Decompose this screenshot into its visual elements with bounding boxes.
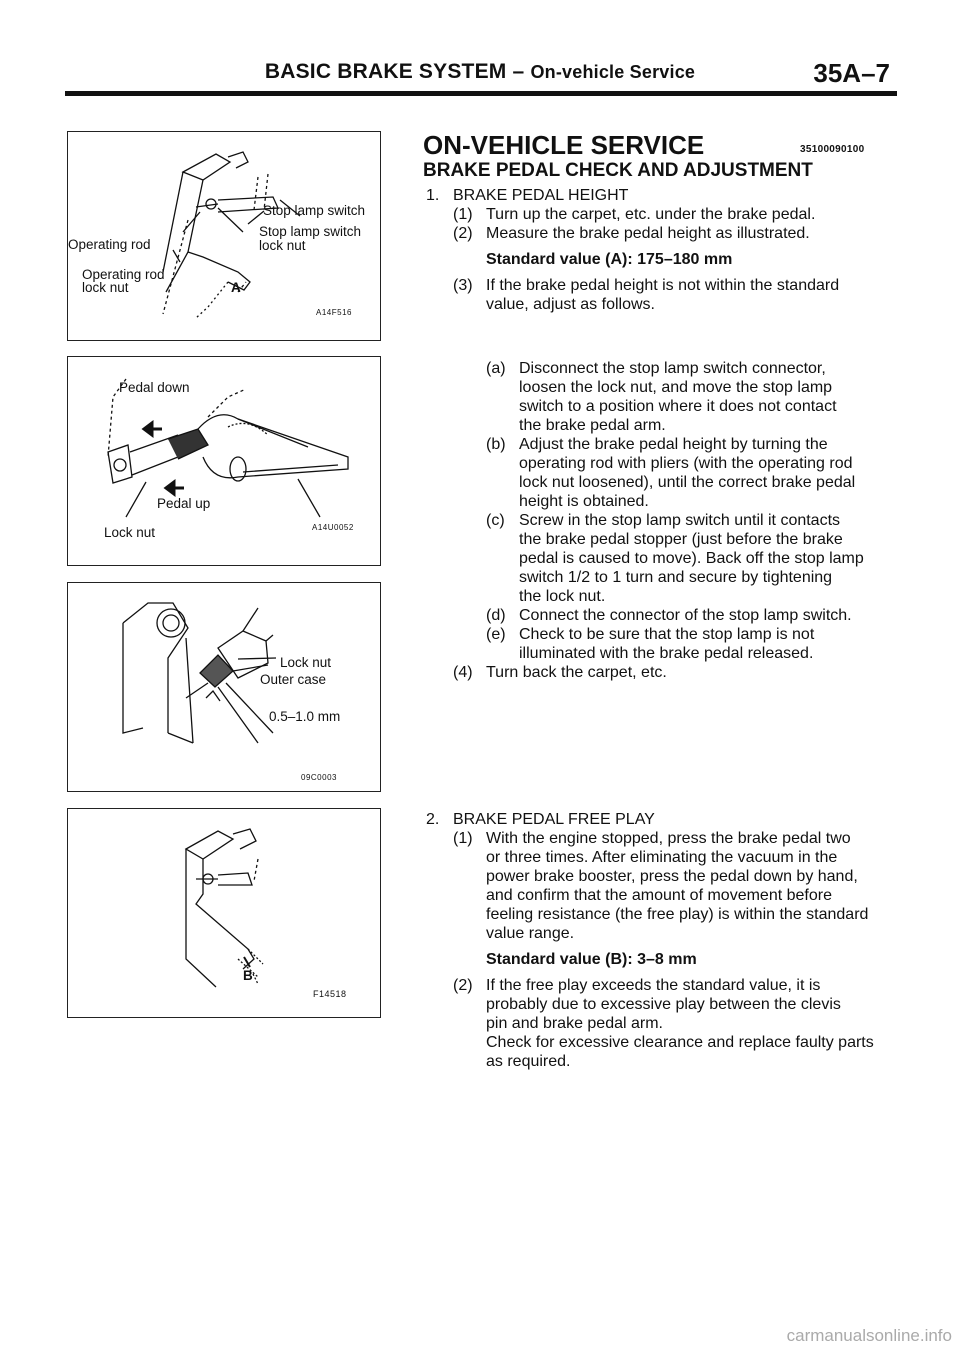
heading-free-play: BRAKE PEDAL FREE PLAY — [453, 811, 655, 828]
step-text: or three times. After eliminating the vacuum in the — [486, 849, 838, 866]
header-rule — [65, 91, 897, 96]
substep-number: (d) — [486, 607, 506, 624]
substep-text: the lock nut. — [519, 588, 606, 605]
step-text: Turn up the carpet, etc. under the brake pedal. — [486, 206, 816, 223]
substep-text: Connect the connector of the stop lamp switch. — [519, 607, 852, 624]
substep-text: Disconnect the stop lamp switch connector, — [519, 360, 826, 377]
item-number-1: 1. — [426, 187, 440, 204]
substep-text: pedal is caused to move). Back off the stop lamp — [519, 550, 864, 567]
header-subtitle: On-vehicle Service — [530, 62, 696, 82]
step-text: If the brake pedal height is not within the standard — [486, 277, 840, 294]
step-number: (1) — [453, 206, 473, 223]
label-pedal-down: Pedal down — [119, 380, 190, 395]
label-lock-nut: Lock nut — [104, 525, 156, 540]
step-text: as required. — [486, 1053, 571, 1070]
header-separator: – — [506, 60, 531, 83]
step-number: (2) — [453, 977, 473, 994]
step-text: Measure the brake pedal height as illustrated. — [486, 225, 810, 242]
free-play-drawing — [68, 809, 380, 1017]
figure-code: A14F516 — [316, 308, 352, 317]
label-pedal-up: Pedal up — [157, 496, 211, 511]
stop-lamp-clearance-drawing — [68, 583, 380, 791]
label-lock-nut: lock nut — [259, 238, 306, 253]
step-text: power brake booster, press the pedal down by hand, — [486, 868, 858, 885]
substep-text: Check to be sure that the stop lamp is not — [519, 626, 815, 643]
step-number: (4) — [453, 664, 473, 681]
heading-brake-pedal-height: BRAKE PEDAL HEIGHT — [453, 187, 629, 204]
step-text: If the free play exceeds the standard value, it is — [486, 977, 821, 994]
step-text: Turn back the carpet, etc. — [486, 664, 667, 681]
item-number-2: 2. — [426, 811, 440, 828]
substep-text: operating rod with pliers (with the operating rod — [519, 455, 853, 472]
substep-number: (c) — [486, 512, 505, 529]
figure-code: 09C0003 — [301, 773, 337, 782]
section-title: ON-VEHICLE SERVICE — [423, 130, 705, 160]
step-text: With the engine stopped, press the brake pedal two — [486, 830, 851, 847]
substep-text: Adjust the brake pedal height by turning the — [519, 436, 828, 453]
step-text: probably due to excessive play between the clevis — [486, 996, 841, 1013]
step-number: (1) — [453, 830, 473, 847]
step-text: and confirm that the amount of movement before — [486, 887, 832, 904]
label-clearance: 0.5–1.0 mm — [269, 709, 341, 724]
header-title: BASIC BRAKE SYSTEM — [264, 60, 507, 83]
substep-text: Screw in the stop lamp switch until it contacts — [519, 512, 841, 529]
step-text: feeling resistance (the free play) is within the standard — [486, 906, 869, 923]
label-lock-nut: Lock nut — [280, 655, 332, 670]
substep-text: height is obtained. — [519, 493, 649, 510]
label-stop-lamp-switch-2: Stop lamp switch — [259, 224, 362, 239]
figure-pedal-adjust — [67, 356, 381, 566]
figure-pedal-height — [67, 131, 381, 341]
substep-text: illuminated with the brake pedal released. — [519, 645, 814, 662]
label-operating-rod-lock-nut: lock nut — [82, 280, 129, 295]
step-number: (3) — [453, 277, 473, 294]
section-code: 35100090100 — [800, 144, 865, 155]
substep-text: loosen the lock nut, and move the stop lamp — [519, 379, 833, 396]
substep-text: the brake pedal arm. — [519, 417, 666, 434]
step-text: pin and brake pedal arm. — [486, 1015, 663, 1032]
label-dimension-b: B — [243, 968, 253, 983]
step-text: Check for excessive clearance and replace faulty parts — [486, 1034, 874, 1051]
label-dimension-a: A — [231, 280, 241, 295]
standard-value-a: Standard value (A): 175–180 mm — [486, 251, 733, 268]
substep-text: the brake pedal stopper (just before the brake — [519, 531, 843, 548]
substep-number: (a) — [486, 360, 506, 377]
figure-code: F14518 — [313, 989, 347, 999]
figure-free-play — [67, 808, 381, 1018]
step-number: (2) — [453, 225, 473, 242]
label-operating-rod: Operating rod — [68, 237, 151, 252]
substep-number: (b) — [486, 436, 506, 453]
label-outer-case: Outer case — [260, 672, 327, 687]
step-text: value, adjust as follows. — [486, 296, 655, 313]
standard-value-b: Standard value (B): 3–8 mm — [486, 951, 697, 968]
section-subtitle: BRAKE PEDAL CHECK AND ADJUSTMENT — [423, 160, 813, 181]
substep-number: (e) — [486, 626, 506, 643]
substep-text: switch to a position where it does not contact — [519, 398, 837, 415]
label-operating-rod-2: Operating rod — [82, 267, 165, 282]
step-text: value range. — [486, 925, 575, 942]
substep-text: lock nut loosened), until the correct brake pedal — [519, 474, 856, 491]
footer-watermark[interactable]: carmanualsonline.info — [786, 1326, 952, 1345]
figure-stop-lamp-clearance — [67, 582, 381, 792]
figure-code: A14U0052 — [312, 523, 354, 532]
page-number: 35A–7 — [813, 58, 890, 88]
substep-text: switch 1/2 to 1 turn and secure by tightening — [519, 569, 833, 586]
label-stop-lamp-switch: Stop lamp switch — [263, 203, 366, 218]
